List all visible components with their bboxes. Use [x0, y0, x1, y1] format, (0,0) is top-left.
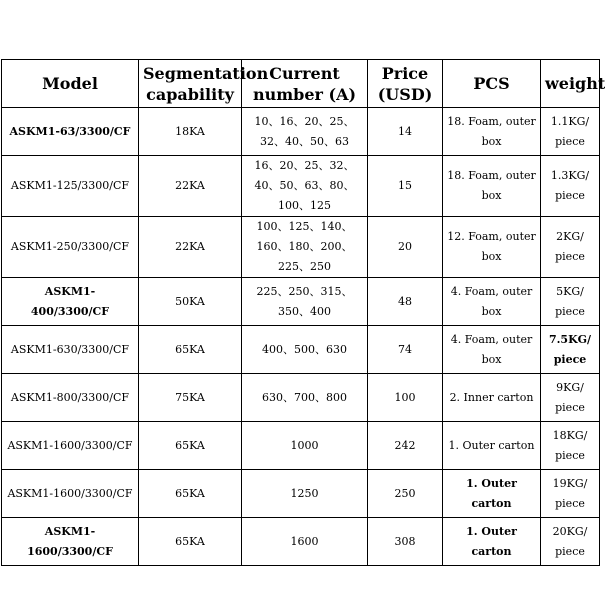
cell-weight: 5KG/ piece	[541, 278, 600, 326]
cell-weight: 9KG/ piece	[541, 374, 600, 422]
cell-model: ASKM1-800/3300/CF	[2, 374, 139, 422]
cell-capability: 65KA	[139, 422, 242, 470]
table-row	[2, 374, 600, 422]
cell-current: 225、250、315、350、400	[242, 278, 368, 326]
cell-capability: 65KA	[139, 518, 242, 566]
cell-price: 15	[368, 156, 443, 217]
cell-price: 242	[368, 422, 443, 470]
cell-current: 100、125、140、160、180、200、225、250	[242, 217, 368, 278]
cell-price: 14	[368, 108, 443, 156]
cell-price: 20	[368, 217, 443, 278]
header-segmentation-capability: Segmentation capability	[139, 60, 242, 108]
cell-model: ASKM1-630/3300/CF	[2, 326, 139, 374]
cell-weight: 19KG/ piece	[541, 470, 600, 518]
cell-price: 250	[368, 470, 443, 518]
cell-weight: 1.1KG/ piece	[541, 108, 600, 156]
cell-weight: 7.5KG/ piece	[541, 326, 600, 374]
cell-pcs: 1. Outer carton	[443, 518, 541, 566]
cell-model: ASKM1-125/3300/CF	[2, 156, 139, 217]
header-model: Model	[2, 60, 139, 108]
cell-model: ASKM1-1600/3300/CF	[2, 422, 139, 470]
cell-current: 1250	[242, 470, 368, 518]
cell-model: ASKM1-1600/3300/CF	[2, 470, 139, 518]
cell-pcs: 1. Outer carton	[443, 470, 541, 518]
cell-current: 10、16、20、25、32、40、50、63	[242, 108, 368, 156]
table-row	[2, 278, 600, 326]
table-row	[2, 156, 600, 217]
product-spec-table	[1, 59, 605, 566]
cell-current: 630、700、800	[242, 374, 368, 422]
cell-pcs: 2. Inner carton	[443, 374, 541, 422]
cell-price: 74	[368, 326, 443, 374]
cell-capability: 22KA	[139, 217, 242, 278]
cell-pcs: 18. Foam, outer box	[443, 108, 541, 156]
cell-weight: 18KG/ piece	[541, 422, 600, 470]
cell-model: ASKM1-250/3300/CF	[2, 217, 139, 278]
table-row	[2, 422, 600, 470]
cell-current: 400、500、630	[242, 326, 368, 374]
cell-pcs: 18. Foam, outer box	[443, 156, 541, 217]
table-row	[2, 326, 600, 374]
cell-current: 1000	[242, 422, 368, 470]
cell-price: 100	[368, 374, 443, 422]
cell-capability: 75KA	[139, 374, 242, 422]
header-current-number: Current number (A)	[242, 60, 368, 108]
cell-pcs: 12. Foam, outer box	[443, 217, 541, 278]
cell-weight: 20KG/ piece	[541, 518, 600, 566]
cell-capability: 50KA	[139, 278, 242, 326]
cell-capability: 18KA	[139, 108, 242, 156]
table-row	[2, 470, 600, 518]
cell-model: ASKM1-400/3300/CF	[2, 278, 139, 326]
cell-current: 1600	[242, 518, 368, 566]
header-weight: weight	[541, 60, 600, 108]
cell-model: ASKM1-1600/3300/CF	[2, 518, 139, 566]
header-row	[2, 60, 600, 108]
cell-capability: 65KA	[139, 326, 242, 374]
cell-pcs: 4. Foam, outer box	[443, 278, 541, 326]
cell-weight: 2KG/ piece	[541, 217, 600, 278]
cell-capability: 65KA	[139, 470, 242, 518]
table-row	[2, 518, 600, 566]
cell-price: 308	[368, 518, 443, 566]
cell-pcs: 1. Outer carton	[443, 422, 541, 470]
cell-capability: 22KA	[139, 156, 242, 217]
cell-current: 16、20、25、32、40、50、63、80、100、125	[242, 156, 368, 217]
cell-price: 48	[368, 278, 443, 326]
cell-weight: 1.3KG/ piece	[541, 156, 600, 217]
table-row	[2, 217, 600, 278]
header-pcs: PCS	[443, 60, 541, 108]
cell-pcs: 4. Foam, outer box	[443, 326, 541, 374]
cell-model: ASKM1-63/3300/CF	[2, 108, 139, 156]
header-price: Price (USD)	[368, 60, 443, 108]
table-row	[2, 108, 600, 156]
